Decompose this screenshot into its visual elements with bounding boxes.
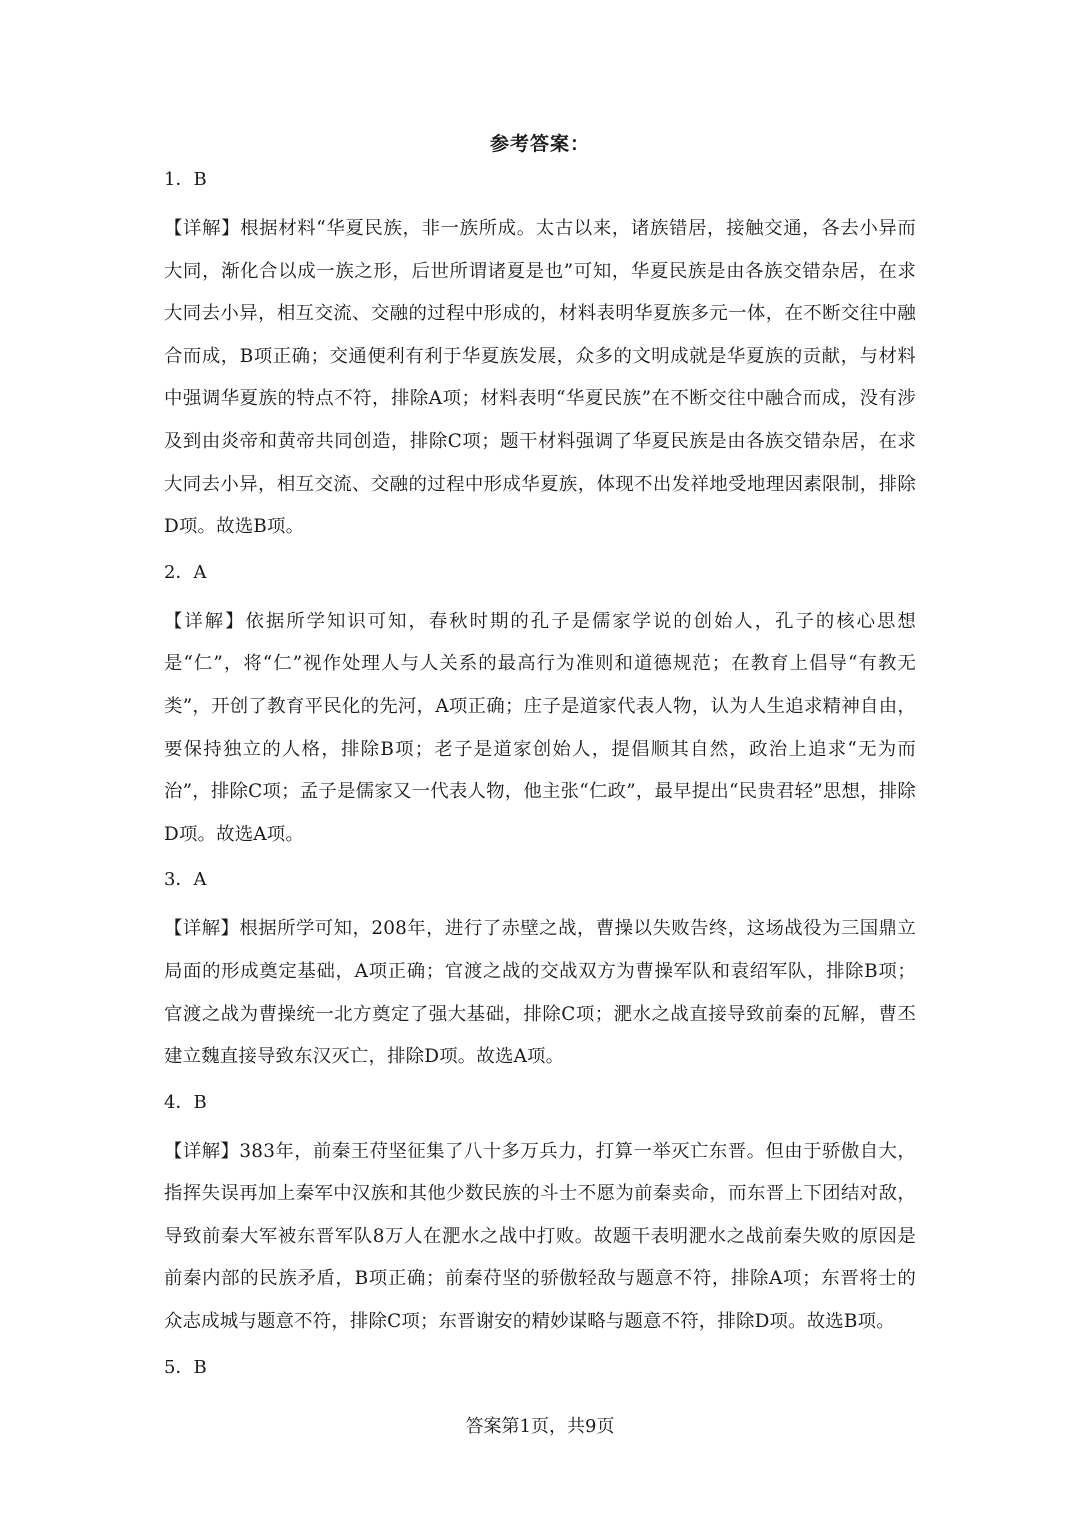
answer-5-number: 5．B [164, 1356, 207, 1378]
answer-1-number: 1．B [164, 169, 207, 190]
answer-1-explanation: 【详解】根据材料“华夏民族，非一族所成。太古以来，诸族错居，接触交通，各去小异而大同，渐化合以成一族之形，后世所谓诸夏是也”可知，华夏民族是由各族交错杂居，在求大同去小异，相互交流、交融的过程中形成的，材料表明华夏族多元一体，在不断交往中融合而成，B项正确；交通便利有利于华夏族发展，众多的文明成就是华夏族的贡献，与材料中强调华夏族的特点不符，排除A项；材料表明“华夏民族”在不断交往中融合而成，没有涉及到由炎帝和黄帝共同创造，排除C项；题干材料强调了华夏民族是由各族交错杂居，在求大同去小异，相互交流、交融的过程中形成华夏族，体现不出发祥地受地理因素限制，排除D项。故选B项。 [164, 218, 916, 538]
answer-2-explanation: 【详解】依据所学知识可知，春秋时期的孔子是儒家学说的创始人，孔子的核心思想是“仁”，将“仁”视作处理人与人关系的最高行为准则和道德规范；在教育上倡导“有教无类”，开创了教育平民化的先河，A项正确；庄子是道家代表人物，认为人生追求精神自由，要保持独立的人格，排除B项；老子是道家创始人，提倡顺其自然，政治上追求“无为而治”，排除C项；孟子是儒家又一代表人物，他主张“仁政”，最早提出“民贵君轻”思想，排除D项。故选A项。 [164, 610, 916, 845]
answer-2-number: 2．A [164, 561, 207, 583]
answer-4-number: 4．B [164, 1091, 207, 1113]
answer-4-explanation: 【详解】383年，前秦王苻坚征集了八十多万兵力，打算一举灭亡东晋。但由于骄傲自大，指挥失误再加上秦军中汉族和其他少数民族的斗士不愿为前秦卖命，而东晋上下团结对敌，导致前秦大军被东晋军队8万人在淝水之战中打败。故题干表明淝水之战前秦失败的原因是前秦内部的民族矛盾，B项正确；前秦苻坚的骄傲轻敌与题意不符，排除A项；东晋将士的众志成城与题意不符，排除C项；东晋谢安的精妙谋略与题意不符，排除D项。故选B项。 [164, 1140, 916, 1333]
answer-list [164, 166, 916, 1396]
answer-3-number: 3．A [164, 869, 207, 891]
answer-3-explanation: 【详解】根据所学可知，208年，进行了赤壁之战，曹操以失败告终，这场战役为三国鼎立局面的形成奠定基础，A项正确；官渡之战的交战双方为曹操军队和袁绍军队，排除B项；官渡之战为曹操统一北方奠定了强大基础，排除C项；淝水之战直接导致前秦的瓦解，曹丕建立魏直接导致东汉灭亡，排除D项。故选A项。 [164, 918, 916, 1068]
page-title: 参考答案： [489, 133, 590, 155]
page-footer: 答案第1页，共9页 [465, 1416, 615, 1437]
